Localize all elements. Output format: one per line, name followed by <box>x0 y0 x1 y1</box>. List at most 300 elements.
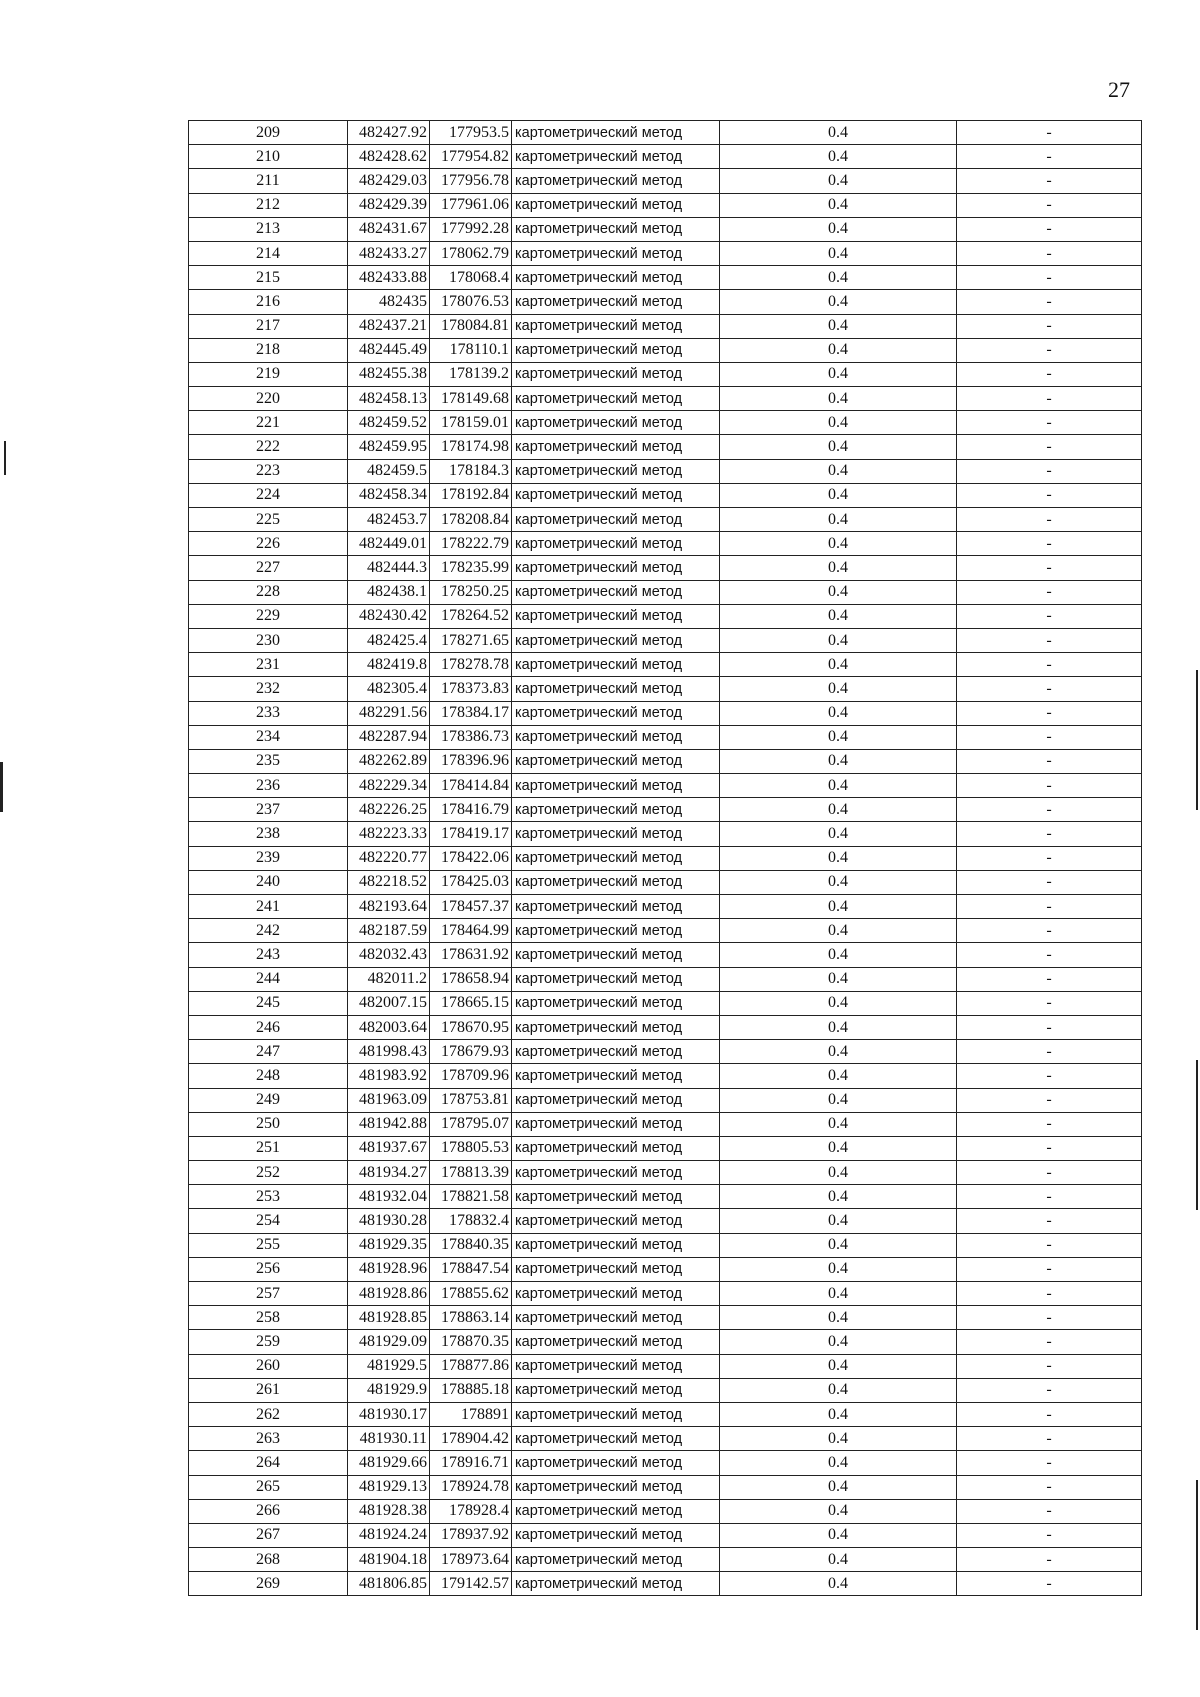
point-number-cell: 254 <box>189 1209 348 1233</box>
method-cell: картометрический метод <box>512 1475 720 1499</box>
point-number-cell: 228 <box>189 580 348 604</box>
y-coordinate-cell: 178184.3 <box>430 459 512 483</box>
point-number-cell: 213 <box>189 217 348 241</box>
method-cell: картометрический метод <box>512 217 720 241</box>
y-coordinate-cell: 178916.71 <box>430 1451 512 1475</box>
x-coordinate-cell: 482262.89 <box>348 749 430 773</box>
table-row <box>189 1475 1142 1499</box>
point-number-cell: 249 <box>189 1088 348 1112</box>
x-coordinate-cell: 482427.92 <box>348 121 430 145</box>
point-number-cell: 268 <box>189 1548 348 1572</box>
x-coordinate-cell: 482459.95 <box>348 435 430 459</box>
description-cell: - <box>957 411 1142 435</box>
table-row <box>189 749 1142 773</box>
x-coordinate-cell: 482428.62 <box>348 145 430 169</box>
table-row <box>189 774 1142 798</box>
table-row <box>189 1523 1142 1547</box>
table-row <box>189 653 1142 677</box>
description-cell: - <box>957 435 1142 459</box>
method-cell: картометрический метод <box>512 241 720 265</box>
point-number-cell: 239 <box>189 846 348 870</box>
y-coordinate-cell: 178753.81 <box>430 1088 512 1112</box>
x-coordinate-cell: 482430.42 <box>348 604 430 628</box>
point-number-cell: 245 <box>189 991 348 1015</box>
accuracy-cell: 0.4 <box>720 145 957 169</box>
method-cell: картометрический метод <box>512 967 720 991</box>
point-number-cell: 250 <box>189 1112 348 1136</box>
point-number-cell: 260 <box>189 1354 348 1378</box>
y-coordinate-cell: 178174.98 <box>430 435 512 459</box>
method-cell: картометрический метод <box>512 1088 720 1112</box>
method-cell: картометрический метод <box>512 1015 720 1039</box>
x-coordinate-cell: 481930.17 <box>348 1402 430 1426</box>
table-row <box>189 822 1142 846</box>
y-coordinate-cell: 178877.86 <box>430 1354 512 1378</box>
point-number-cell: 240 <box>189 870 348 894</box>
description-cell: - <box>957 483 1142 507</box>
description-cell: - <box>957 1088 1142 1112</box>
x-coordinate-cell: 481998.43 <box>348 1040 430 1064</box>
description-cell: - <box>957 1257 1142 1281</box>
y-coordinate-cell: 178192.84 <box>430 483 512 507</box>
y-coordinate-cell: 178414.84 <box>430 774 512 798</box>
table-row <box>189 483 1142 507</box>
y-coordinate-cell: 178924.78 <box>430 1475 512 1499</box>
page-number: 27 <box>1108 77 1130 102</box>
accuracy-cell: 0.4 <box>720 628 957 652</box>
method-cell: картометрический метод <box>512 1161 720 1185</box>
description-cell: - <box>957 508 1142 532</box>
method-cell: картометрический метод <box>512 459 720 483</box>
accuracy-cell: 0.4 <box>720 1257 957 1281</box>
description-cell: - <box>957 314 1142 338</box>
point-number-cell: 234 <box>189 725 348 749</box>
description-cell: - <box>957 459 1142 483</box>
table-row <box>189 1112 1142 1136</box>
accuracy-cell: 0.4 <box>720 532 957 556</box>
table-row <box>189 1548 1142 1572</box>
description-cell: - <box>957 338 1142 362</box>
point-number-cell: 235 <box>189 749 348 773</box>
table-row <box>189 628 1142 652</box>
accuracy-cell: 0.4 <box>720 798 957 822</box>
y-coordinate-cell: 178813.39 <box>430 1161 512 1185</box>
accuracy-cell: 0.4 <box>720 1330 957 1354</box>
table-row <box>189 1185 1142 1209</box>
point-number-cell: 222 <box>189 435 348 459</box>
method-cell: картометрический метод <box>512 532 720 556</box>
description-cell: - <box>957 556 1142 580</box>
accuracy-cell: 0.4 <box>720 1064 957 1088</box>
table-row <box>189 217 1142 241</box>
x-coordinate-cell: 482425.4 <box>348 628 430 652</box>
table-row <box>189 266 1142 290</box>
x-coordinate-cell: 482007.15 <box>348 991 430 1015</box>
method-cell: картометрический метод <box>512 1209 720 1233</box>
method-cell: картометрический метод <box>512 411 720 435</box>
accuracy-cell: 0.4 <box>720 1475 957 1499</box>
scan-margin-mark <box>0 762 3 812</box>
accuracy-cell: 0.4 <box>720 338 957 362</box>
x-coordinate-cell: 481928.96 <box>348 1257 430 1281</box>
method-cell: картометрический метод <box>512 314 720 338</box>
y-coordinate-cell: 178863.14 <box>430 1306 512 1330</box>
point-number-cell: 258 <box>189 1306 348 1330</box>
x-coordinate-cell: 482453.7 <box>348 508 430 532</box>
y-coordinate-cell: 177992.28 <box>430 217 512 241</box>
y-coordinate-cell: 177954.82 <box>430 145 512 169</box>
point-number-cell: 211 <box>189 169 348 193</box>
point-number-cell: 241 <box>189 895 348 919</box>
method-cell: картометрический метод <box>512 1572 720 1596</box>
accuracy-cell: 0.4 <box>720 991 957 1015</box>
accuracy-cell: 0.4 <box>720 1040 957 1064</box>
y-coordinate-cell: 178928.4 <box>430 1499 512 1523</box>
x-coordinate-cell: 482003.64 <box>348 1015 430 1039</box>
y-coordinate-cell: 178709.96 <box>430 1064 512 1088</box>
point-number-cell: 223 <box>189 459 348 483</box>
accuracy-cell: 0.4 <box>720 846 957 870</box>
description-cell: - <box>957 1548 1142 1572</box>
table-row <box>189 411 1142 435</box>
y-coordinate-cell: 178250.25 <box>430 580 512 604</box>
x-coordinate-cell: 482458.13 <box>348 387 430 411</box>
point-number-cell: 237 <box>189 798 348 822</box>
description-cell: - <box>957 121 1142 145</box>
method-cell: картометрический метод <box>512 266 720 290</box>
table-row <box>189 1427 1142 1451</box>
accuracy-cell: 0.4 <box>720 121 957 145</box>
accuracy-cell: 0.4 <box>720 241 957 265</box>
description-cell: - <box>957 653 1142 677</box>
table-row <box>189 1136 1142 1160</box>
x-coordinate-cell: 481930.11 <box>348 1427 430 1451</box>
accuracy-cell: 0.4 <box>720 556 957 580</box>
accuracy-cell: 0.4 <box>720 1282 957 1306</box>
point-number-cell: 238 <box>189 822 348 846</box>
point-number-cell: 227 <box>189 556 348 580</box>
x-coordinate-cell: 482032.43 <box>348 943 430 967</box>
x-coordinate-cell: 481929.35 <box>348 1233 430 1257</box>
x-coordinate-cell: 482449.01 <box>348 532 430 556</box>
table-row <box>189 725 1142 749</box>
table-row <box>189 943 1142 967</box>
method-cell: картометрический метод <box>512 1499 720 1523</box>
method-cell: картометрический метод <box>512 1112 720 1136</box>
point-number-cell: 252 <box>189 1161 348 1185</box>
description-cell: - <box>957 1136 1142 1160</box>
description-cell: - <box>957 749 1142 773</box>
x-coordinate-cell: 482187.59 <box>348 919 430 943</box>
y-coordinate-cell: 178670.95 <box>430 1015 512 1039</box>
description-cell: - <box>957 1185 1142 1209</box>
method-cell: картометрический метод <box>512 580 720 604</box>
x-coordinate-cell: 482218.52 <box>348 870 430 894</box>
accuracy-cell: 0.4 <box>720 193 957 217</box>
accuracy-cell: 0.4 <box>720 870 957 894</box>
method-cell: картометрический метод <box>512 749 720 773</box>
x-coordinate-cell: 482444.3 <box>348 556 430 580</box>
y-coordinate-cell: 178658.94 <box>430 967 512 991</box>
method-cell: картометрический метод <box>512 1185 720 1209</box>
y-coordinate-cell: 178110.1 <box>430 338 512 362</box>
accuracy-cell: 0.4 <box>720 266 957 290</box>
y-coordinate-cell: 178396.96 <box>430 749 512 773</box>
method-cell: картометрический метод <box>512 169 720 193</box>
description-cell: - <box>957 967 1142 991</box>
x-coordinate-cell: 482193.64 <box>348 895 430 919</box>
accuracy-cell: 0.4 <box>720 483 957 507</box>
description-cell: - <box>957 1112 1142 1136</box>
table-row <box>189 314 1142 338</box>
method-cell: картометрический метод <box>512 387 720 411</box>
y-coordinate-cell: 178373.83 <box>430 677 512 701</box>
description-cell: - <box>957 290 1142 314</box>
description-cell: - <box>957 1282 1142 1306</box>
x-coordinate-cell: 482438.1 <box>348 580 430 604</box>
table-row <box>189 1161 1142 1185</box>
accuracy-cell: 0.4 <box>720 943 957 967</box>
description-cell: - <box>957 169 1142 193</box>
description-cell: - <box>957 701 1142 725</box>
y-coordinate-cell: 178847.54 <box>430 1257 512 1281</box>
table-row <box>189 1015 1142 1039</box>
description-cell: - <box>957 919 1142 943</box>
y-coordinate-cell: 178422.06 <box>430 846 512 870</box>
table-row <box>189 241 1142 265</box>
accuracy-cell: 0.4 <box>720 459 957 483</box>
x-coordinate-cell: 481929.09 <box>348 1330 430 1354</box>
x-coordinate-cell: 482291.56 <box>348 701 430 725</box>
y-coordinate-cell: 178084.81 <box>430 314 512 338</box>
accuracy-cell: 0.4 <box>720 435 957 459</box>
description-cell: - <box>957 362 1142 386</box>
description-cell: - <box>957 1402 1142 1426</box>
y-coordinate-cell: 178386.73 <box>430 725 512 749</box>
accuracy-cell: 0.4 <box>720 604 957 628</box>
table-row <box>189 387 1142 411</box>
description-cell: - <box>957 991 1142 1015</box>
table-row <box>189 677 1142 701</box>
accuracy-cell: 0.4 <box>720 895 957 919</box>
accuracy-cell: 0.4 <box>720 1378 957 1402</box>
method-cell: картометрический метод <box>512 919 720 943</box>
table-row <box>189 1402 1142 1426</box>
y-coordinate-cell: 178937.92 <box>430 1523 512 1547</box>
point-number-cell: 255 <box>189 1233 348 1257</box>
method-cell: картометрический метод <box>512 483 720 507</box>
point-number-cell: 217 <box>189 314 348 338</box>
accuracy-cell: 0.4 <box>720 1233 957 1257</box>
point-number-cell: 253 <box>189 1185 348 1209</box>
y-coordinate-cell: 178855.62 <box>430 1282 512 1306</box>
x-coordinate-cell: 481806.85 <box>348 1572 430 1596</box>
table-row <box>189 556 1142 580</box>
accuracy-cell: 0.4 <box>720 290 957 314</box>
y-coordinate-cell: 178973.64 <box>430 1548 512 1572</box>
x-coordinate-cell: 481928.85 <box>348 1306 430 1330</box>
point-number-cell: 256 <box>189 1257 348 1281</box>
table-row <box>189 1499 1142 1523</box>
method-cell: картометрический метод <box>512 822 720 846</box>
y-coordinate-cell: 178821.58 <box>430 1185 512 1209</box>
accuracy-cell: 0.4 <box>720 580 957 604</box>
method-cell: картометрический метод <box>512 1523 720 1547</box>
x-coordinate-cell: 482459.5 <box>348 459 430 483</box>
description-cell: - <box>957 1427 1142 1451</box>
accuracy-cell: 0.4 <box>720 1427 957 1451</box>
coordinates-table <box>188 120 1142 1596</box>
method-cell: картометрический метод <box>512 1402 720 1426</box>
point-number-cell: 216 <box>189 290 348 314</box>
table-row <box>189 290 1142 314</box>
accuracy-cell: 0.4 <box>720 919 957 943</box>
point-number-cell: 221 <box>189 411 348 435</box>
x-coordinate-cell: 481928.38 <box>348 1499 430 1523</box>
accuracy-cell: 0.4 <box>720 1306 957 1330</box>
table-row <box>189 919 1142 943</box>
method-cell: картометрический метод <box>512 653 720 677</box>
y-coordinate-cell: 178805.53 <box>430 1136 512 1160</box>
table-row <box>189 798 1142 822</box>
y-coordinate-cell: 178264.52 <box>430 604 512 628</box>
point-number-cell: 210 <box>189 145 348 169</box>
x-coordinate-cell: 481937.67 <box>348 1136 430 1160</box>
point-number-cell: 267 <box>189 1523 348 1547</box>
x-coordinate-cell: 482226.25 <box>348 798 430 822</box>
x-coordinate-cell: 482305.4 <box>348 677 430 701</box>
table-row <box>189 1040 1142 1064</box>
point-number-cell: 265 <box>189 1475 348 1499</box>
method-cell: картометрический метод <box>512 677 720 701</box>
point-number-cell: 224 <box>189 483 348 507</box>
y-coordinate-cell: 178679.93 <box>430 1040 512 1064</box>
method-cell: картометрический метод <box>512 435 720 459</box>
x-coordinate-cell: 481928.86 <box>348 1282 430 1306</box>
point-number-cell: 266 <box>189 1499 348 1523</box>
accuracy-cell: 0.4 <box>720 1499 957 1523</box>
table-row <box>189 169 1142 193</box>
method-cell: картометрический метод <box>512 1330 720 1354</box>
accuracy-cell: 0.4 <box>720 411 957 435</box>
accuracy-cell: 0.4 <box>720 774 957 798</box>
description-cell: - <box>957 895 1142 919</box>
x-coordinate-cell: 482459.52 <box>348 411 430 435</box>
method-cell: картометрический метод <box>512 798 720 822</box>
description-cell: - <box>957 532 1142 556</box>
table-row <box>189 1257 1142 1281</box>
y-coordinate-cell: 178464.99 <box>430 919 512 943</box>
point-number-cell: 209 <box>189 121 348 145</box>
description-cell: - <box>957 1378 1142 1402</box>
method-cell: картометрический метод <box>512 508 720 532</box>
x-coordinate-cell: 481934.27 <box>348 1161 430 1185</box>
table-row <box>189 1330 1142 1354</box>
accuracy-cell: 0.4 <box>720 217 957 241</box>
description-cell: - <box>957 1233 1142 1257</box>
x-coordinate-cell: 481942.88 <box>348 1112 430 1136</box>
description-cell: - <box>957 1451 1142 1475</box>
method-cell: картометрический метод <box>512 1427 720 1451</box>
description-cell: - <box>957 1161 1142 1185</box>
method-cell: картометрический метод <box>512 290 720 314</box>
x-coordinate-cell: 482433.88 <box>348 266 430 290</box>
x-coordinate-cell: 482011.2 <box>348 967 430 991</box>
y-coordinate-cell: 178222.79 <box>430 532 512 556</box>
point-number-cell: 225 <box>189 508 348 532</box>
accuracy-cell: 0.4 <box>720 314 957 338</box>
method-cell: картометрический метод <box>512 1040 720 1064</box>
coordinates-table-container <box>188 120 1133 1596</box>
point-number-cell: 231 <box>189 653 348 677</box>
y-coordinate-cell: 178278.78 <box>430 653 512 677</box>
method-cell: картометрический метод <box>512 628 720 652</box>
y-coordinate-cell: 177953.5 <box>430 121 512 145</box>
y-coordinate-cell: 178208.84 <box>430 508 512 532</box>
method-cell: картометрический метод <box>512 943 720 967</box>
accuracy-cell: 0.4 <box>720 701 957 725</box>
x-coordinate-cell: 481929.66 <box>348 1451 430 1475</box>
x-coordinate-cell: 482445.49 <box>348 338 430 362</box>
x-coordinate-cell: 482220.77 <box>348 846 430 870</box>
x-coordinate-cell: 481983.92 <box>348 1064 430 1088</box>
y-coordinate-cell: 178271.65 <box>430 628 512 652</box>
description-cell: - <box>957 1306 1142 1330</box>
accuracy-cell: 0.4 <box>720 1548 957 1572</box>
accuracy-cell: 0.4 <box>720 1402 957 1426</box>
x-coordinate-cell: 482455.38 <box>348 362 430 386</box>
description-cell: - <box>957 1499 1142 1523</box>
y-coordinate-cell: 178062.79 <box>430 241 512 265</box>
y-coordinate-cell: 177956.78 <box>430 169 512 193</box>
description-cell: - <box>957 241 1142 265</box>
description-cell: - <box>957 193 1142 217</box>
description-cell: - <box>957 1330 1142 1354</box>
description-cell: - <box>957 1064 1142 1088</box>
table-row <box>189 967 1142 991</box>
table-row <box>189 362 1142 386</box>
table-row <box>189 604 1142 628</box>
method-cell: картометрический метод <box>512 774 720 798</box>
x-coordinate-cell: 482429.03 <box>348 169 430 193</box>
table-row <box>189 1451 1142 1475</box>
table-row <box>189 1209 1142 1233</box>
y-coordinate-cell: 178159.01 <box>430 411 512 435</box>
accuracy-cell: 0.4 <box>720 1112 957 1136</box>
y-coordinate-cell: 178235.99 <box>430 556 512 580</box>
point-number-cell: 261 <box>189 1378 348 1402</box>
accuracy-cell: 0.4 <box>720 1572 957 1596</box>
description-cell: - <box>957 1523 1142 1547</box>
accuracy-cell: 0.4 <box>720 653 957 677</box>
method-cell: картометрический метод <box>512 338 720 362</box>
y-coordinate-cell: 178904.42 <box>430 1427 512 1451</box>
accuracy-cell: 0.4 <box>720 387 957 411</box>
description-cell: - <box>957 943 1142 967</box>
method-cell: картометрический метод <box>512 1306 720 1330</box>
table-row <box>189 193 1142 217</box>
accuracy-cell: 0.4 <box>720 725 957 749</box>
x-coordinate-cell: 482229.34 <box>348 774 430 798</box>
y-coordinate-cell: 178457.37 <box>430 895 512 919</box>
table-row <box>189 1282 1142 1306</box>
table-row <box>189 145 1142 169</box>
accuracy-cell: 0.4 <box>720 1136 957 1160</box>
x-coordinate-cell: 482287.94 <box>348 725 430 749</box>
method-cell: картометрический метод <box>512 1451 720 1475</box>
scan-margin-mark <box>1196 670 1198 810</box>
y-coordinate-cell: 178631.92 <box>430 943 512 967</box>
